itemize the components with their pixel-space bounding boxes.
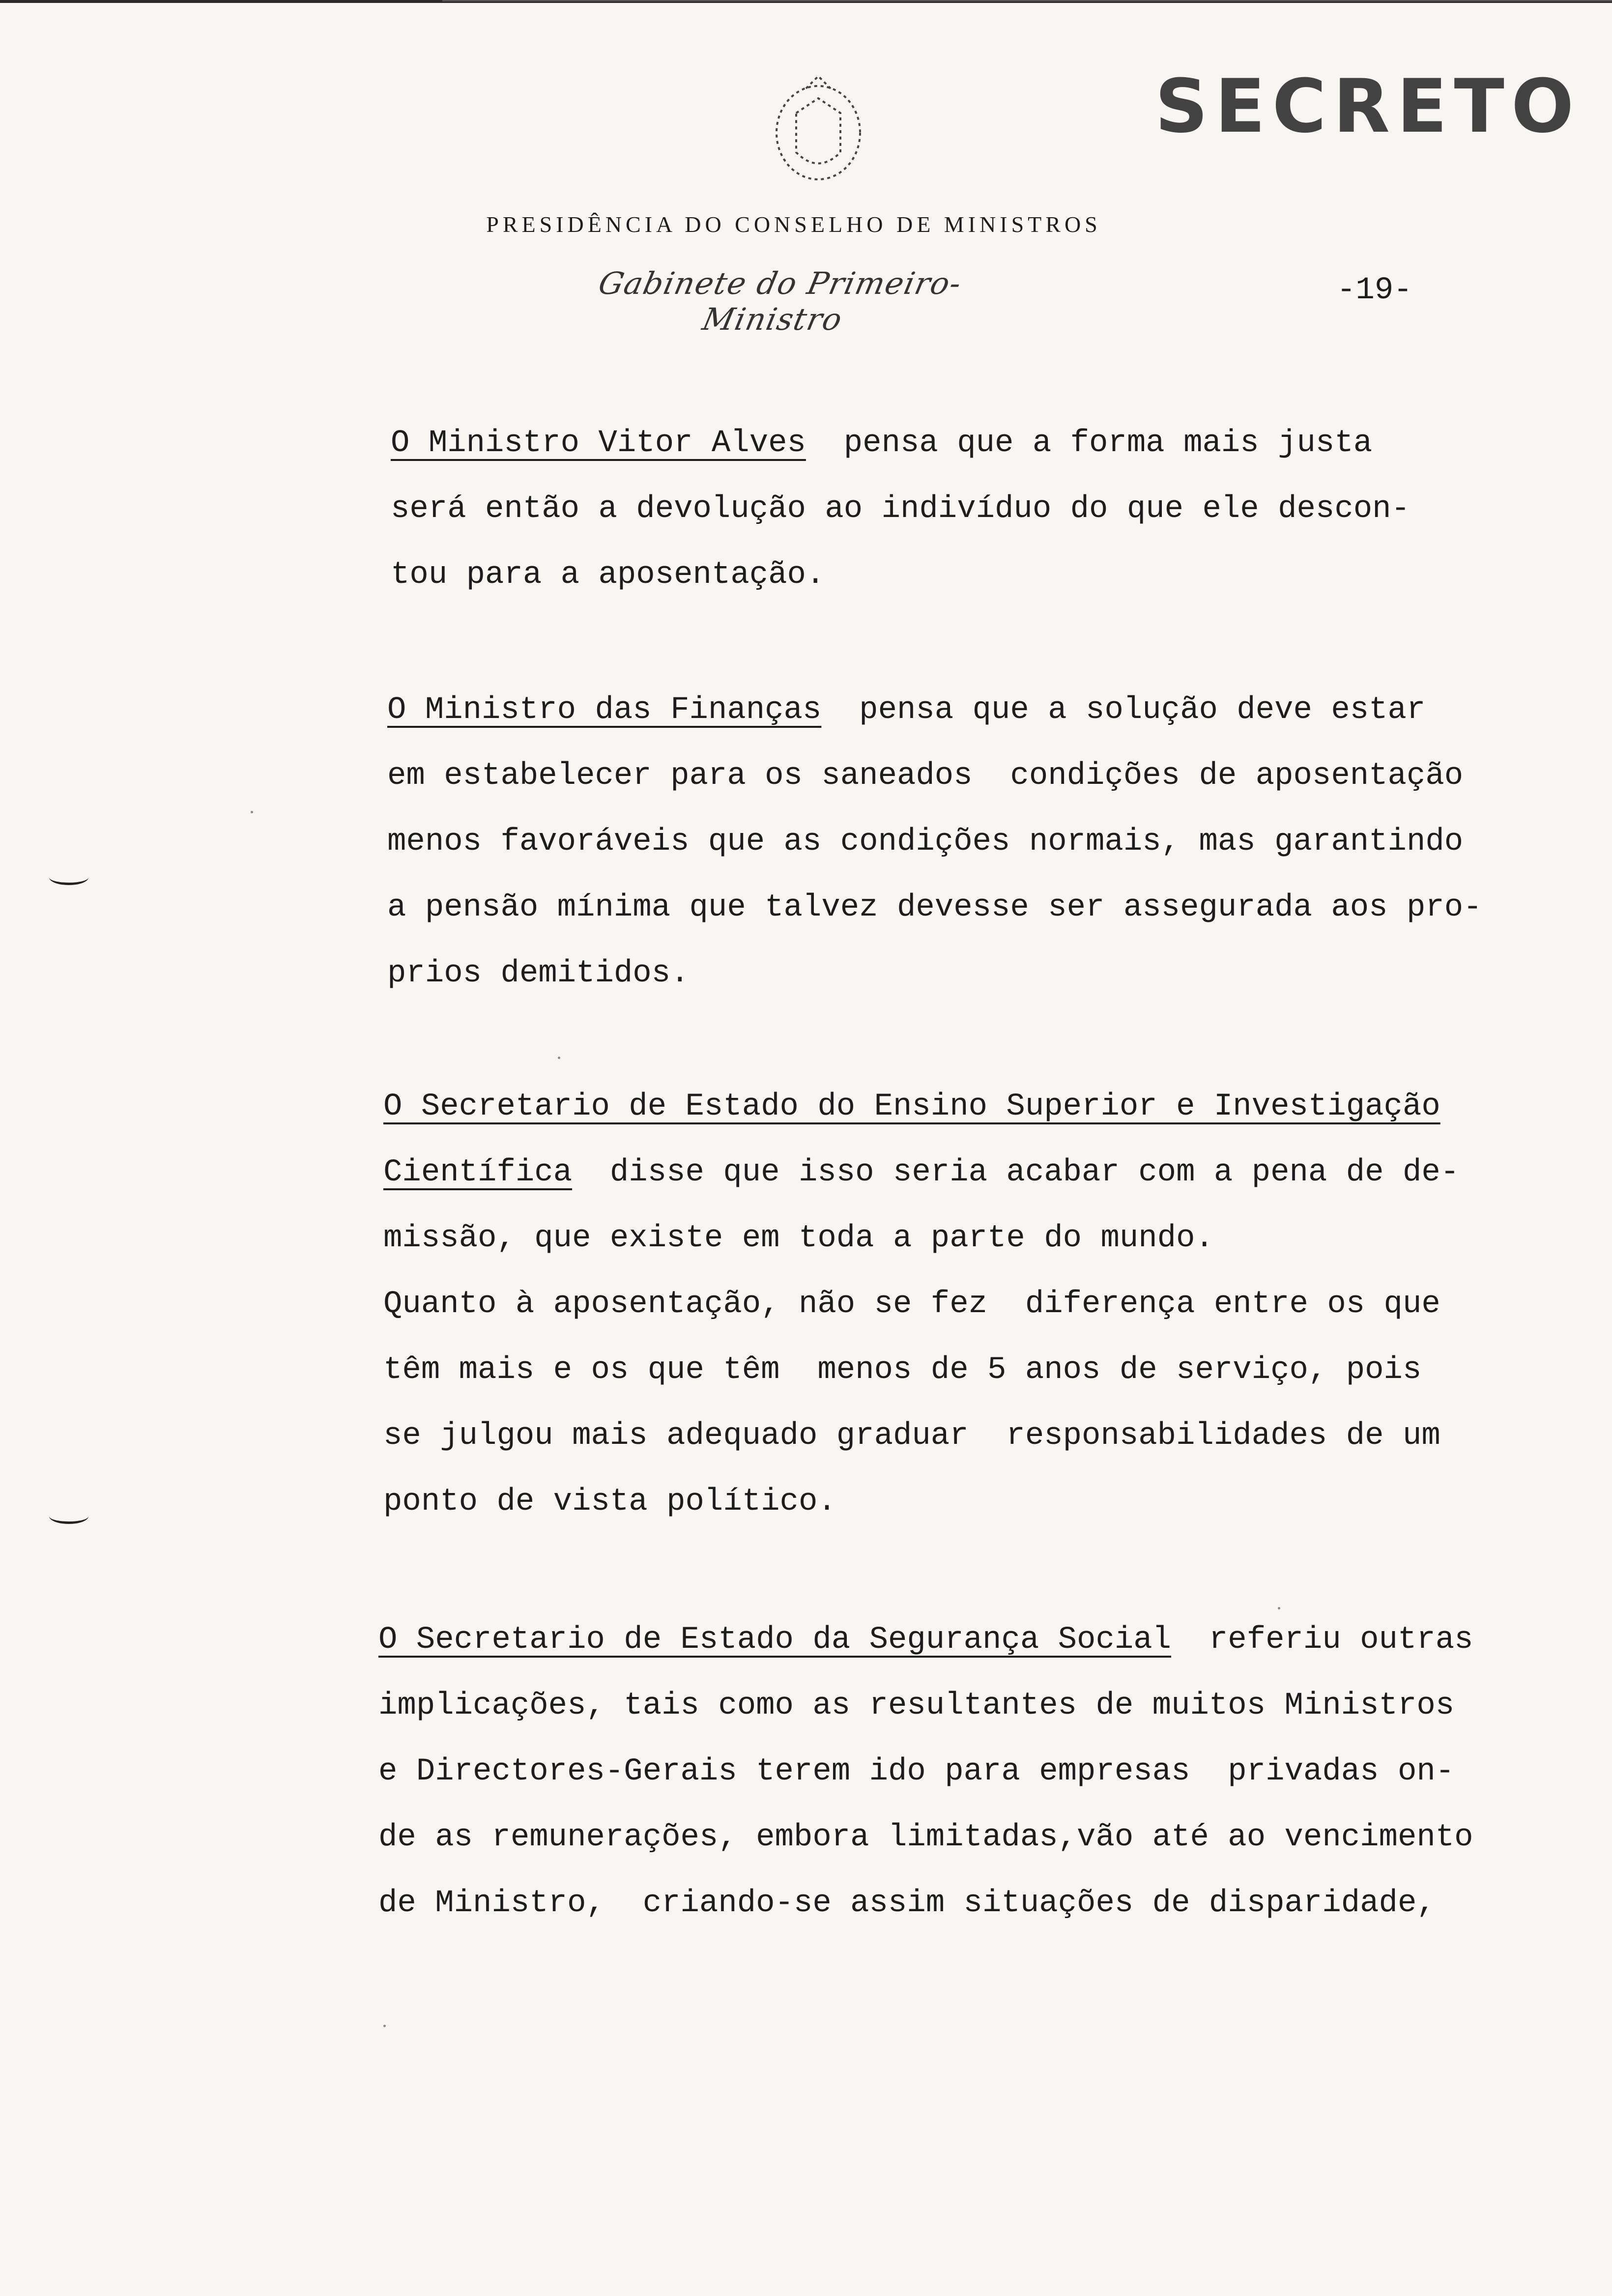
text-line: será então a devolução ao indivíduo do que ele descon- [391, 491, 1410, 527]
paragraph-4 [378, 1607, 1473, 1936]
speaker-name: O Ministro das Finanças [387, 692, 822, 728]
text-line: referiu outras [1171, 1622, 1473, 1658]
paragraph-3 [383, 1074, 1459, 1535]
text-line: Quanto à aposentação, não se fez diferença entre os que [383, 1287, 1440, 1322]
top-border-secondary [442, 0, 1612, 1]
text-line: pensa que a solução deve estar [821, 692, 1426, 728]
text-line: e Directores-Gerais terem ido para empresas privadas on- [378, 1754, 1455, 1789]
text-line: missão, que existe em toda a parte do mundo. [383, 1221, 1214, 1256]
scan-speck [1278, 1607, 1280, 1609]
text-line: ponto de vista político. [383, 1484, 836, 1520]
margin-punch-mark [49, 1509, 88, 1524]
text-line: implicações, tais como as resultantes de muitos Ministros [378, 1688, 1455, 1723]
institution-name: PRESIDÊNCIA DO CONSELHO DE MINISTROS [486, 212, 1101, 237]
coat-of-arms-icon [757, 69, 880, 197]
speaker-name: O Ministro Vitor Alves [391, 426, 806, 461]
text-line: a pensão mínima que talvez devesse ser assegurada aos pro- [387, 890, 1482, 925]
cabinet-subheading: Gabinete do Primeiro-Ministro [595, 265, 966, 337]
scan-speck [251, 811, 253, 813]
paragraph-2 [387, 677, 1482, 1006]
page-number: -19- [1337, 273, 1412, 308]
text-line: pensa que a forma mais justa [806, 426, 1373, 461]
speaker-name-line-2: Científica [383, 1155, 573, 1190]
text-line: em estabelecer para os saneados condições de aposentação [387, 758, 1464, 794]
text-line: têm mais e os que têm menos de 5 anos de serviço, pois [383, 1352, 1422, 1388]
margin-punch-mark [49, 870, 88, 885]
text-line: de Ministro, criando-se assim situações de disparidade, [378, 1886, 1436, 1921]
text-line: de as remunerações, embora limitadas,vão até ao vencimento [378, 1820, 1473, 1855]
classification-stamp: SECRETO [1155, 64, 1581, 149]
speaker-name: O Secretario de Estado da Segurança Social [378, 1622, 1172, 1658]
paragraph-1 [391, 410, 1410, 608]
text-line: se julgou mais adequado graduar responsabilidades de um [383, 1418, 1440, 1454]
text-line: menos favoráveis que as condições normais, mas garantindo [387, 824, 1464, 860]
institution-heading [0, 211, 1612, 237]
scan-speck [558, 1057, 560, 1059]
speaker-name-line-1: O Secretario de Estado do Ensino Superior e Investigação [383, 1089, 1440, 1124]
text-line: disse que isso seria acabar com a pena de de- [572, 1155, 1460, 1190]
scan-speck [383, 2025, 386, 2027]
text-line: tou para a aposentação. [391, 557, 825, 593]
text-line: prios demitidos. [387, 956, 690, 991]
